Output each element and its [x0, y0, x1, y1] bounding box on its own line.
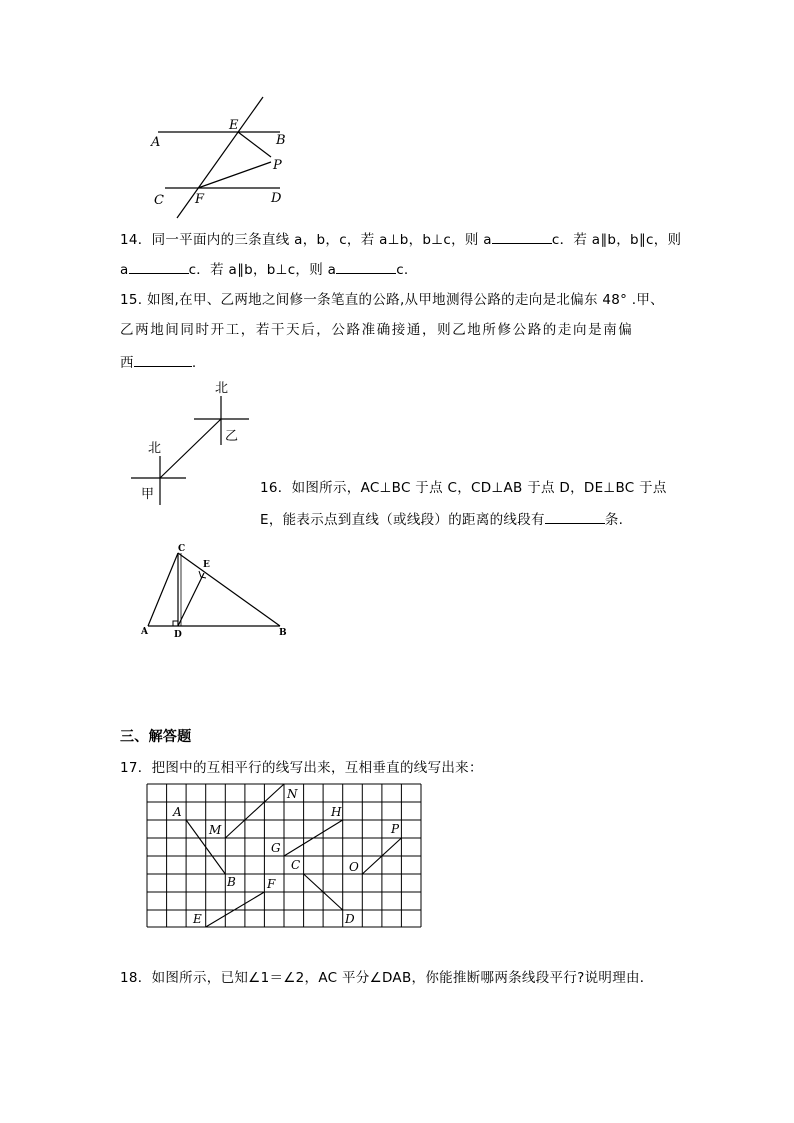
q16-text-1: 16．如图所示，AC⊥BC 于点 C，CD⊥AB 于点 D，DE⊥BC 于点	[260, 480, 667, 496]
grid-label-o: O	[349, 860, 359, 874]
grid-label-g: G	[271, 841, 281, 855]
q16-line2	[260, 509, 623, 530]
q18-text: 18．如图所示，已知∠1＝∠2，AC 平分∠DAB，你能推断哪两条线段平行?说明理由．	[120, 970, 654, 986]
grid-figure	[140, 780, 430, 932]
grid-label-p: P	[391, 822, 400, 836]
grid-label-n: N	[287, 787, 298, 801]
q15-text-2: 乙两地间同时开工，若干天后，公路准确接通，则乙地所修公路的走向是南偏	[120, 322, 634, 338]
label-f: F	[195, 192, 205, 207]
grid-label-c: C	[291, 858, 301, 872]
yi-label: 乙	[225, 429, 239, 444]
grid-label-f: F	[267, 877, 276, 891]
q14-blank-1	[492, 229, 552, 244]
q16-text-3: 条.	[604, 512, 624, 528]
q16-line1	[260, 478, 667, 498]
label-d: D	[271, 191, 282, 206]
jia-label: 甲	[141, 487, 155, 502]
section-title: 三、解答题	[120, 729, 192, 745]
north-left-label: 北	[148, 441, 162, 456]
grid-label-e: E	[193, 912, 202, 926]
q15-text-3: 西	[120, 355, 134, 371]
tri-label-e: E	[203, 560, 210, 570]
q14-line1	[120, 229, 681, 250]
parallel-lines-figure	[140, 90, 300, 225]
q15-line3	[120, 352, 196, 373]
q14-line2	[120, 259, 409, 280]
label-a: A	[151, 135, 161, 150]
tri-label-a: A	[141, 627, 148, 637]
north-top-label: 北	[215, 381, 229, 396]
label-b: B	[276, 133, 286, 148]
grid-label-a: A	[173, 805, 182, 819]
q14-text-4: c．若 a∥b，b⊥c，则 a	[188, 262, 337, 278]
q15-blank	[134, 352, 192, 367]
label-c: C	[154, 193, 164, 208]
grid-label-m: M	[209, 823, 222, 837]
triangle-figure	[138, 538, 293, 640]
q14-blank-2	[129, 259, 189, 274]
grid-label-h: H	[331, 805, 342, 819]
tri-label-d: D	[174, 630, 182, 640]
q18-line	[120, 968, 654, 988]
grid-label-d: D	[345, 912, 355, 926]
q17-text: 17．把图中的互相平行的线写出来，互相垂直的线写出来：	[120, 760, 483, 776]
tri-label-b: B	[279, 628, 287, 638]
section-heading	[120, 727, 192, 747]
q15-text-4: .	[191, 355, 197, 371]
q15-line2	[120, 320, 633, 340]
q14-blank-3	[336, 259, 396, 274]
q14-text-1: 14．同一平面内的三条直线 a，b，c，若 a⊥b，b⊥c，则 a	[120, 232, 492, 248]
label-e: E	[229, 118, 239, 133]
q17-line	[120, 758, 483, 778]
q15-line1	[120, 290, 664, 310]
q16-text-2: E，能表示点到直线（或线段）的距离的线段有	[260, 512, 545, 528]
q14-text-2: c．若 a∥b，b∥c，则	[551, 232, 682, 248]
tri-label-c: C	[178, 544, 186, 554]
label-p: P	[273, 158, 282, 173]
grid-label-b: B	[227, 875, 236, 889]
q14-text-5: c.	[396, 262, 409, 278]
q16-blank	[545, 509, 605, 524]
q14-text-3: a	[120, 262, 129, 278]
q15-text-1: 15. 如图,在甲、乙两地之间修一条笔直的公路,从甲地测得公路的走向是北偏东 48° .甲、	[120, 292, 664, 308]
direction-figure	[120, 375, 260, 510]
